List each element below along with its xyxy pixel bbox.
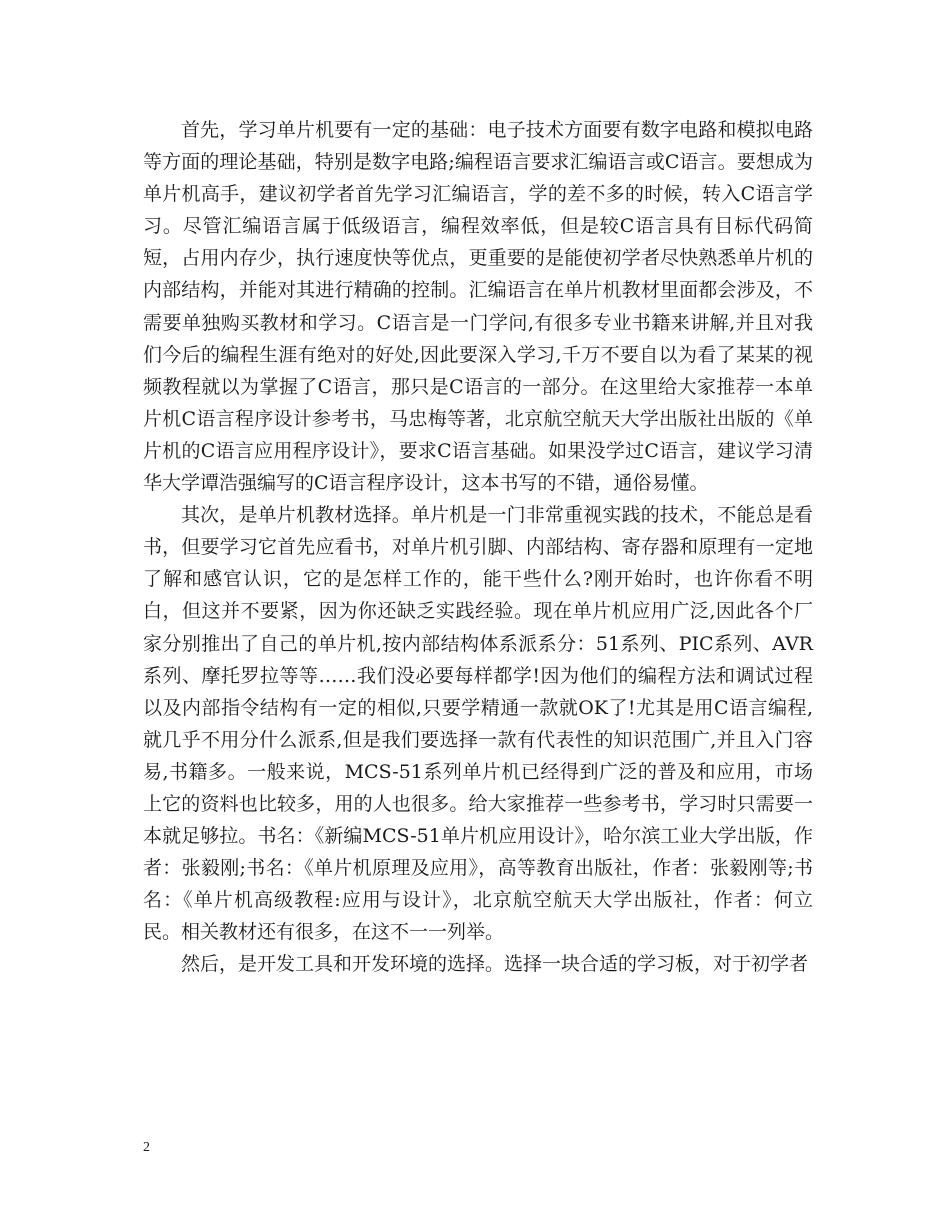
page-number: 2 xyxy=(143,1140,150,1155)
paragraph-textbook-selection: 其次，是单片机教材选择。单片机是一门非常重视实践的技术，不能总是看书，但要学习它首先应看书，对单片机引脚、内部结构、寄存器和原理有一定地了解和感官认识，它的是怎样工作的，能干些什么?刚开始时，也许你看不明白，但这并不要紧，因为你还缺乏实践经验。现在单片机应用广泛,因此各个厂家分别推出了自己的单片机,按内部结构体系派系分：51系列、PIC系列、AVR系列、摩托罗拉等等……我们没必要每样都学!因为他们的编程方法和调试过程以及内部指令结构有一定的相似,只要学精通一款就OK了!尤其是用C语言编程,就几乎不用分什么派系,但是我们要选择一款有代表性的知识范围广,并且入门容易,书籍多。一般来说，MCS-51系列单片机已经得到广泛的普及和应用，市场上它的资料也比较多，用的人也很多。给大家推荐一些参考书，学习时只需要一本就足够拉。书名：《新编MCS-51单片机应用设计》，哈尔滨工业大学出版，作者：张毅刚;书名：《单片机原理及应用》，高等教育出版社，作者：张毅刚等;书名：《单片机高级教程:应用与设计》，北京航空航天大学出版社，作者：何立民。相关教材还有很多，在这不一一列举。 xyxy=(143,504,813,944)
paragraph-dev-tools: 然后，是开发工具和开发环境的选择。选择一块合适的学习板，对于初学者 xyxy=(181,953,809,976)
paragraph-prerequisites: 首先，学习单片机要有一定的基础：电子技术方面要有数字电路和模拟电路等方面的理论基础，特别是数字电路;编程语言要求汇编语言或C语言。要想成为单片机高手，建议初学者首先学习汇编语言，学的差不多的时候，转入C语言学习。尽管汇编语言属于低级语言，编程效率低，但是较C语言具有目标代码简短，占用内存少，执行速度快等优点，更重要的是能使初学者尽快熟悉单片机的内部结构，并能对其进行精确的控制。汇编语言在单片机教材里面都会涉及，不需要单独购买教材和学习。C语言是一门学问,有很多专业书籍来讲解,并且对我们今后的编程生涯有绝对的好处,因此要深入学习,千万不要自以为看了某某的视频教程就以为掌握了C语言，那只是C语言的一部分。在这里给大家推荐一本单片机C语言程序设计参考书，马忠梅等著，北京航空航天大学出版社出版的《单片机的C语言应用程序设计》，要求C语言基础。如果没学过C语言，建议学习清华大学谭浩强编写的C语言程序设计，这本书写的不错，通俗易懂。 xyxy=(143,119,813,495)
document-body xyxy=(143,114,813,981)
